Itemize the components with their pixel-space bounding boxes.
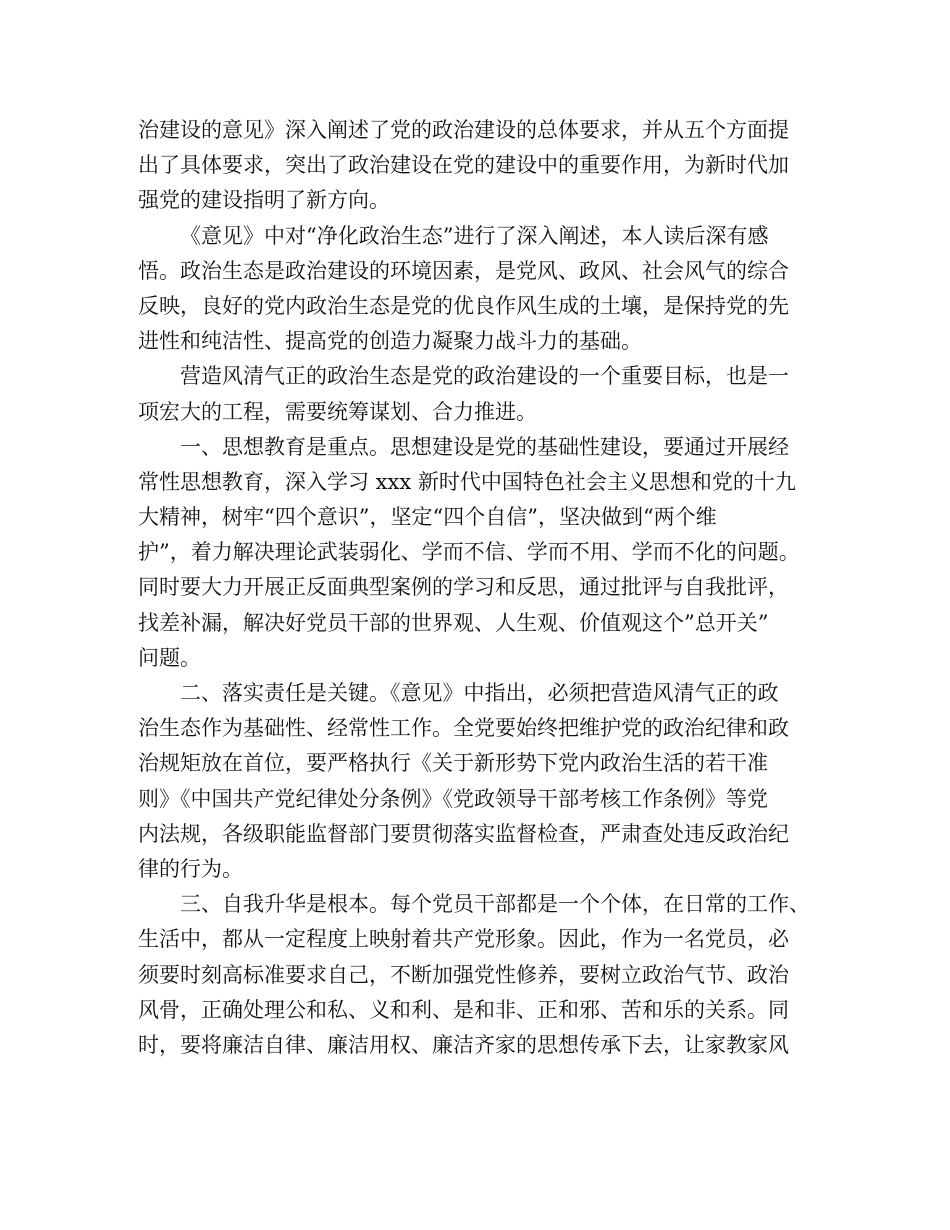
text-line: 问题。 <box>138 645 201 670</box>
text-line: 须要时刻高标准要求自己，不断加强党性修养，要树立政治气节、政治 <box>138 962 789 987</box>
text-line: 三、自我升华是根本。每个党员干部都是一个个体，在日常的工作、 <box>180 892 810 917</box>
text-line: 进性和纯洁性、提高党的创造力凝聚力战斗力的基础。 <box>138 329 642 354</box>
text-line: 大精神，树牢“四个意识”，坚定“四个自信”，坚决做到“两个维 <box>138 505 717 530</box>
text-line: 则》《中国共产党纪律处分条例》《党政领导干部考核工作条例》等党 <box>138 786 768 811</box>
text-line: 律的行为。 <box>138 856 243 881</box>
text-line: 二、落实责任是关键。《意见》中指出，必须把营造风清气正的政 <box>180 681 779 705</box>
text-line: 悟。政治生态是政治建设的环境因素，是党风、政风、社会风气的综合 <box>138 258 789 283</box>
text-line: 项宏大的工程，需要统筹谋划、合力推进。 <box>138 399 537 424</box>
text-line: 风骨，正确处理公和私、义和利、是和非、正和邪、苦和乐的关系。同 <box>138 997 789 1022</box>
text-line: 同时要大力开展正反面典型案例的学习和反思，通过批评与自我批评， <box>138 575 789 600</box>
text-line: 营造风清气正的政治生态是党的政治建设的一个重要目标，也是一 <box>180 364 789 389</box>
text-line: 一、思想教育是重点。思想建设是党的基础性建设，要通过开展经 <box>180 434 789 459</box>
text-line: 找差补漏，解决好党员干部的世界观、人生观、价值观这个”总开关” <box>138 610 769 635</box>
text-line: 护”，着力解决理论武装弱化、学而不信、学而不用、学而不化的问题。 <box>138 540 800 565</box>
text-line: 内法规，各级职能监督部门要贯彻落实监督检查，严肃查处违反政治纪 <box>138 821 789 846</box>
text-line: 治生态作为基础性、经常性工作。全党要始终把维护党的政治纪律和政 <box>138 716 789 741</box>
document-body <box>138 113 828 1063</box>
text-line: 出了具体要求，突出了政治建设在党的建设中的重要作用，为新时代加 <box>138 153 789 178</box>
text-line: 强党的建设指明了新方向。 <box>138 188 390 213</box>
text-line: 反映，良好的党内政治生态是党的优良作风生成的土壤，是保持党的先 <box>138 293 789 318</box>
text-line: 常性思想教育，深入学习 xxx 新时代中国特色社会主义思想和党的十九 <box>138 469 796 494</box>
text-line: 《意见》中对“净化政治生态”进行了深入阐述，本人读后深有感 <box>180 223 769 248</box>
text-line: 治规矩放在首位，要严格执行《关于新形势下党内政治生活的若干准 <box>138 751 768 776</box>
text-line: 时，要将廉洁自律、廉洁用权、廉洁齐家的思想传承下去，让家教家风 <box>138 1032 789 1057</box>
text-line: 生活中，都从一定程度上映射着共产党形象。因此，作为一名党员，必 <box>138 927 789 952</box>
text-line: 治建设的意见》深入阐述了党的政治建设的总体要求，并从五个方面提 <box>138 118 789 142</box>
